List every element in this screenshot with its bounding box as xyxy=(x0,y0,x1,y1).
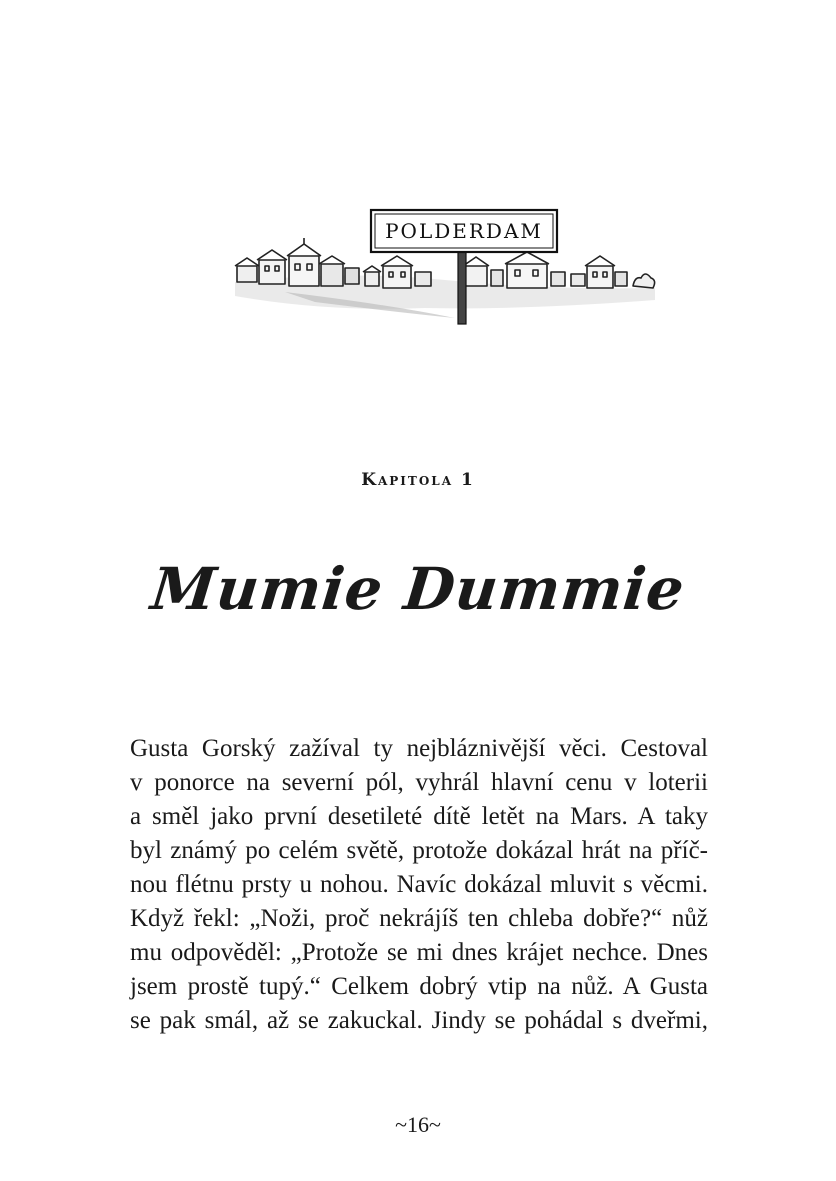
body-line: jsem prostě tupý.“ Celkem dobrý vtip na nůž. A Gusta xyxy=(130,973,708,1000)
body-line: v ponorce na severní pól, vyhrál hlavní cenu v loterii xyxy=(130,769,708,796)
sign-text: POLDERDAM xyxy=(385,219,543,243)
chapter-title: Mumie Dummie xyxy=(147,555,689,623)
chapter-label: Kapitola 1 xyxy=(361,470,475,490)
body-line: nou flétnu prsty u nohou. Navíc dokázal mluvit s věcmi. xyxy=(130,871,708,898)
body-line: Gusta Gorský zažíval ty nejbláznivější věci. Cestoval xyxy=(130,735,708,762)
body-line: Když řekl: „Noži, proč nekrájíš ten chleba dobře?“ nůž xyxy=(130,905,708,932)
body-text xyxy=(130,732,708,1038)
body-line: a směl jako první desetileté dítě letět na Mars. A taky xyxy=(130,803,708,830)
page-number: ~16~ xyxy=(395,1112,441,1137)
body-line: mu odpověděl: „Protože se mi dnes krájet nechce. Dnes xyxy=(130,939,708,966)
body-line: se pak smál, až se zakuckal. Jindy se pohádal s dveřmi, xyxy=(130,1007,708,1034)
village-sign-illustration xyxy=(225,200,665,330)
body-line: byl známý po celém světě, protože dokázal hrát na příč- xyxy=(130,837,708,864)
